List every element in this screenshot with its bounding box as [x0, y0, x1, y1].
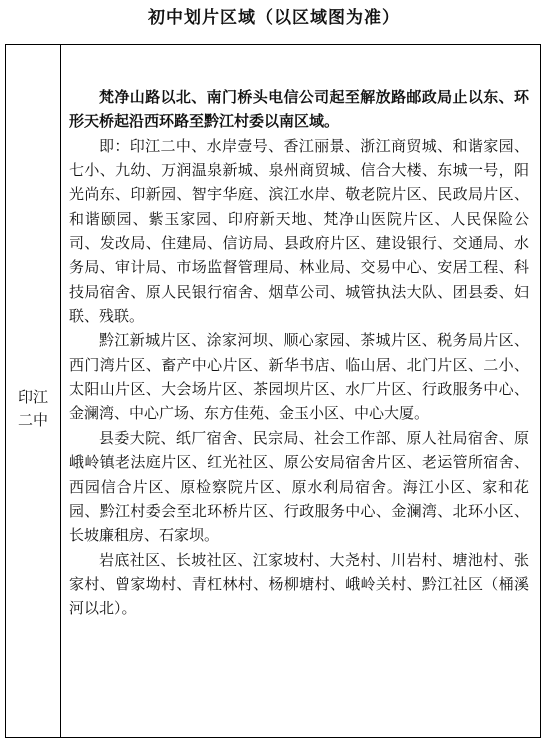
school-cell	[6, 45, 60, 737]
zoning-table	[5, 44, 541, 738]
page-title: 初中划片区域（以区域图为准）	[148, 8, 400, 28]
column-divider	[60, 45, 61, 737]
zone-list-paragraph: 岩底社区、长坡社区、江家坡村、大尧村、川岩村、塘池村、张家村、曾家坳村、青杠林村、杨柳塘村、峨岭关村、黔江社区（桶溪河以北）。	[69, 550, 529, 618]
zone-list-paragraph: 即：印江二中、水岸壹号、香江丽景、浙江商贸城、和谐家园、七小、九幼、万润温泉新城、泉州商贸城、信合大楼、东城一号，阳光尚东、印新园、智宇华庭、滨江水岸、敬老院片区、民政局片区、和谐颐园、紫玉家园、印府新天地、梵净山医院片区、人民保险公司、发改局、住建局、信访局、县政府片区、建设银行、交通局、水务局、审计局、市场监督管理局、林业局、交易中心、安居工程、科技局宿舍、原人民银行宿舍、烟草公司、城管执法大队、团县委、妇联、残联。	[69, 136, 529, 326]
zone-description-cell	[69, 85, 529, 621]
school-name: 印江二中	[17, 388, 48, 429]
zone-list-paragraph: 县委大院、纸厂宿舍、民宗局、社会工作部、原人社局宿舍、原峨岭镇老法庭片区、红光社区、原公安局宿舍片区、老运管所宿舍、西园信合片区、原检察院片区、原水利局宿舍。海江小区、家和花园、黔江村委会至北环桥片区、行政服务中心、金澜湾、北环小区、长坡廉租房、石家坝。	[69, 428, 529, 545]
zone-boundary-paragraph: 梵净山路以北、南门桥头电信公司起至解放路邮政局止以东、环形天桥起沿西环路至黔江村委以南区域。	[69, 88, 529, 131]
zone-list-paragraph: 黔江新城片区、涂家河坝、顺心家园、茶城片区、税务局片区、西门湾片区、畜产中心片区、新华书店、临山居、北门片区、二小、太阳山片区、大会场片区、茶园坝片区、水厂片区、行政服务中心、金澜湾、中心广场、东方佳苑、金玉小区、中心大厦。	[69, 331, 529, 423]
